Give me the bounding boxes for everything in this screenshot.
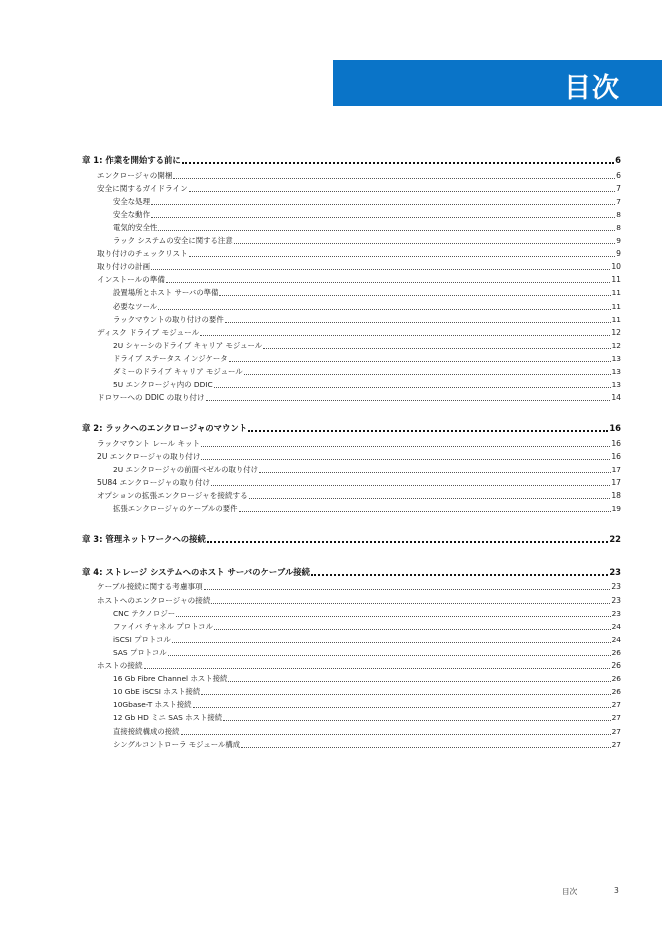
toc-entry-title: 章 4: ストレージ システムへのホスト サーバのケーブル接続: [82, 567, 311, 577]
toc-leader-dots: [211, 476, 610, 486]
toc-entry[interactable]: [113, 698, 621, 711]
toc-leader-dots: [204, 580, 611, 590]
toc-entry-title: 取り付けの計画: [97, 262, 151, 271]
toc-entry-title: ディスク ドライブ モジュール: [97, 328, 200, 337]
toc-entry-page: 9: [616, 236, 621, 245]
title-banner: [333, 60, 662, 106]
toc-entry-page: 16: [611, 452, 621, 461]
toc-leader-dots: [207, 533, 608, 543]
toc-entry-title: 2U シャーシのドライブ キャリア モジュール: [113, 341, 263, 350]
toc-entry[interactable]: [113, 711, 621, 724]
toc-entry-title: 12 Gb HD ミニ SAS ホスト接続: [113, 713, 223, 722]
toc-entry-page: 14: [611, 393, 621, 402]
toc-entry-page: 18: [611, 491, 621, 500]
toc-entry-title: シングルコントローラ モジュール構成: [113, 740, 241, 749]
toc-entry-page: 24: [611, 622, 621, 631]
toc-entry[interactable]: [113, 208, 621, 221]
toc-entry[interactable]: [97, 247, 621, 260]
toc-entry-page: 16: [611, 439, 621, 448]
toc-entry-page: 10: [611, 262, 621, 271]
toc-leader-dots: [206, 391, 611, 401]
toc-entry-title: ケーブル接続に関する考慮事項: [97, 582, 203, 591]
toc-entry[interactable]: [97, 476, 621, 489]
toc-leader-dots: [200, 326, 610, 336]
toc-leader-dots: [263, 339, 610, 349]
toc-entry-title: ドロワーへの DDIC の取り付け: [97, 393, 205, 402]
toc-entry-page: 8: [616, 223, 621, 232]
toc-entry[interactable]: [97, 391, 621, 404]
toc-leader-dots: [211, 594, 610, 604]
toc-entry[interactable]: [97, 659, 621, 672]
toc-leader-dots: [201, 450, 610, 460]
toc-leader-dots: [189, 247, 615, 257]
toc-entry[interactable]: [113, 633, 621, 646]
toc-leader-dots: [249, 489, 611, 499]
toc-leader-dots: [181, 725, 611, 735]
toc-entry-page: 26: [611, 674, 621, 683]
toc-entry-title: ホストの接続: [97, 661, 143, 670]
toc-entry-page: 24: [611, 635, 621, 644]
toc-entry-title: ダミーのドライブ キャリア モジュール: [113, 367, 243, 376]
toc-leader-dots: [244, 365, 611, 375]
toc-entry[interactable]: [113, 234, 621, 247]
toc-leader-dots: [144, 659, 611, 669]
footer-page-number: 3: [614, 886, 619, 895]
toc-entry-page: 17: [611, 465, 621, 474]
toc-entry[interactable]: [113, 725, 621, 738]
toc-entry[interactable]: [97, 437, 621, 450]
toc-entry-title: 必要なツール: [113, 302, 158, 311]
toc-leader-dots: [151, 195, 615, 205]
toc-entry-title: エンクロージャの開梱: [97, 171, 173, 180]
toc-entry[interactable]: [113, 607, 621, 620]
toc-entry-page: 9: [616, 249, 621, 258]
toc-leader-dots: [193, 698, 611, 708]
toc-leader-dots: [168, 646, 611, 656]
toc-entry-title: 取り付けのチェックリスト: [97, 249, 188, 258]
toc-entry-title: 章 3: 管理ネットワークへの接続: [82, 534, 206, 544]
toc-leader-dots: [223, 711, 610, 721]
toc-entry-title: ラックマウントの取り付けの要件: [113, 315, 224, 324]
toc-leader-dots: [176, 607, 610, 617]
toc-entry-title: 安全な動作: [113, 210, 150, 219]
toc-entry-page: 23: [609, 567, 621, 577]
toc-entry-title: ラック システムの安全に関する注意: [113, 236, 233, 245]
page-title: 目次: [564, 73, 620, 104]
toc-entry[interactable]: [113, 463, 621, 476]
toc-leader-dots: [225, 313, 611, 323]
toc-entry-page: 7: [616, 184, 621, 193]
toc-entry[interactable]: [113, 502, 621, 515]
toc-entry-title: ファイバ チャネル プロトコル: [113, 622, 213, 631]
toc-entry[interactable]: [113, 339, 621, 352]
toc-entry-page: 13: [611, 367, 621, 376]
toc-chapter-entry[interactable]: [82, 566, 621, 579]
toc-entry-page: 22: [609, 534, 621, 544]
toc-entry-title: ドライブ ステータス インジケータ: [113, 354, 228, 363]
toc-leader-dots: [229, 352, 611, 362]
toc-entry[interactable]: [97, 273, 621, 286]
toc-entry[interactable]: [97, 169, 621, 182]
toc-leader-dots: [248, 422, 608, 432]
toc-entry-title: 2U エンクロージャの前面ベゼルの取り付け: [113, 465, 259, 474]
toc-entry-page: 11: [611, 315, 621, 324]
toc-leader-dots: [151, 260, 610, 270]
toc-entry-page: 27: [611, 740, 621, 749]
toc-entry-page: 19: [611, 504, 621, 513]
toc-entry-title: CNC テクノロジー: [113, 609, 176, 618]
toc-entry-title: iSCSI プロトコル: [113, 635, 171, 644]
toc-leader-dots: [219, 286, 610, 296]
toc-entry-page: 23: [611, 596, 621, 605]
toc-chapter-entry[interactable]: [82, 422, 621, 435]
toc-entry[interactable]: [113, 300, 621, 313]
toc-leader-dots: [201, 437, 610, 447]
toc-entry-page: 26: [611, 661, 621, 670]
toc-entry[interactable]: [97, 260, 621, 273]
toc-leader-dots: [311, 566, 608, 576]
toc-entry-title: 直接接続構成の接続: [113, 727, 180, 736]
toc-entry-title: 拡張エンクロージャのケーブルの要件: [113, 504, 238, 513]
toc-entry-title: ホストへのエンクロージャの接続: [97, 596, 211, 605]
toc-entry-page: 27: [611, 700, 621, 709]
toc-chapter-entry[interactable]: [82, 533, 621, 546]
toc-entry[interactable]: [97, 326, 621, 339]
toc-entry-page: 27: [611, 713, 621, 722]
toc-leader-dots: [214, 378, 611, 388]
toc-entry[interactable]: [113, 195, 621, 208]
toc-leader-dots: [228, 672, 610, 682]
toc-entry-page: 27: [611, 727, 621, 736]
toc-leader-dots: [158, 221, 615, 231]
toc-entry-title: 16 Gb Fibre Channel ホスト接続: [113, 674, 228, 683]
toc-entry[interactable]: [113, 685, 621, 698]
toc-entry-page: 6: [615, 155, 621, 165]
toc-entry-title: 安全な処理: [113, 197, 150, 206]
toc-entry[interactable]: [113, 313, 621, 326]
toc-chapter-entry[interactable]: [82, 154, 621, 167]
toc-leader-dots: [214, 620, 611, 630]
toc-entry[interactable]: [113, 286, 621, 299]
toc-entry-page: 26: [611, 687, 621, 696]
toc-entry-title: 電気的安全性: [113, 223, 158, 232]
toc-entry-page: 13: [611, 354, 621, 363]
toc-leader-dots: [201, 685, 610, 695]
toc-entry-page: 23: [611, 582, 621, 591]
toc-entry-title: 5U84 エンクロージャの取り付け: [97, 478, 211, 487]
toc-entry-title: SAS プロトコル: [113, 648, 167, 657]
toc-entry-page: 17: [611, 478, 621, 487]
toc-entry-page: 23: [611, 609, 621, 618]
toc-leader-dots: [172, 633, 611, 643]
toc-entry-page: 7: [616, 197, 621, 206]
toc-leader-dots: [166, 273, 610, 283]
toc-entry-page: 11: [611, 288, 621, 297]
toc-entry-page: 12: [611, 328, 621, 337]
toc-entry[interactable]: [97, 580, 621, 593]
toc-entry[interactable]: [97, 594, 621, 607]
toc-entry-page: 12: [611, 341, 621, 350]
toc-entry-title: 章 1: 作業を開始する前に: [82, 155, 181, 165]
toc-entry-title: ラックマウント レール キット: [97, 439, 201, 448]
toc-leader-dots: [189, 182, 615, 192]
toc-entry-page: 8: [616, 210, 621, 219]
toc-entry-page: 26: [611, 648, 621, 657]
toc-entry-page: 13: [611, 380, 621, 389]
toc-entry-title: インストールの準備: [97, 275, 165, 284]
toc-entry-title: 章 2: ラックへのエンクロージャのマウント: [82, 423, 248, 433]
toc-entry[interactable]: [113, 352, 621, 365]
footer-label: 目次: [562, 887, 578, 896]
toc-leader-dots: [151, 208, 615, 218]
toc-entry[interactable]: [113, 646, 621, 659]
toc-entry-title: 10Gbase-T ホスト接続: [113, 700, 192, 709]
toc-leader-dots: [239, 502, 611, 512]
toc-entry-page: 16: [609, 423, 621, 433]
toc-entry[interactable]: [113, 221, 621, 234]
toc-entry-title: 設置場所とホスト サーバの準備: [113, 288, 219, 297]
toc-entry[interactable]: [113, 672, 621, 685]
toc-entry[interactable]: [97, 489, 621, 502]
toc-entry-title: 安全に関するガイドライン: [97, 184, 188, 193]
toc-leader-dots: [259, 463, 611, 473]
toc-entry[interactable]: [113, 378, 621, 391]
toc-leader-dots: [173, 169, 615, 179]
toc-leader-dots: [241, 738, 610, 748]
toc-leader-dots: [182, 154, 614, 164]
toc-entry-title: オプションの拡張エンクロージャを接続する: [97, 491, 248, 500]
toc-entry-page: 6: [616, 171, 621, 180]
toc-entry[interactable]: [97, 182, 621, 195]
toc-entry[interactable]: [113, 738, 621, 751]
toc-leader-dots: [234, 234, 616, 244]
toc-entry-page: 11: [611, 275, 621, 284]
toc-entry-title: 2U エンクロージャの取り付け: [97, 452, 201, 461]
toc-entry-title: 5U エンクロージャ内の DDIC: [113, 380, 213, 389]
toc-entry-page: 11: [611, 302, 621, 311]
toc-leader-dots: [158, 300, 610, 310]
toc-entry[interactable]: [113, 365, 621, 378]
toc-entry[interactable]: [97, 450, 621, 463]
toc-entry[interactable]: [113, 620, 621, 633]
toc-entry-title: 10 GbE iSCSI ホスト接続: [113, 687, 201, 696]
